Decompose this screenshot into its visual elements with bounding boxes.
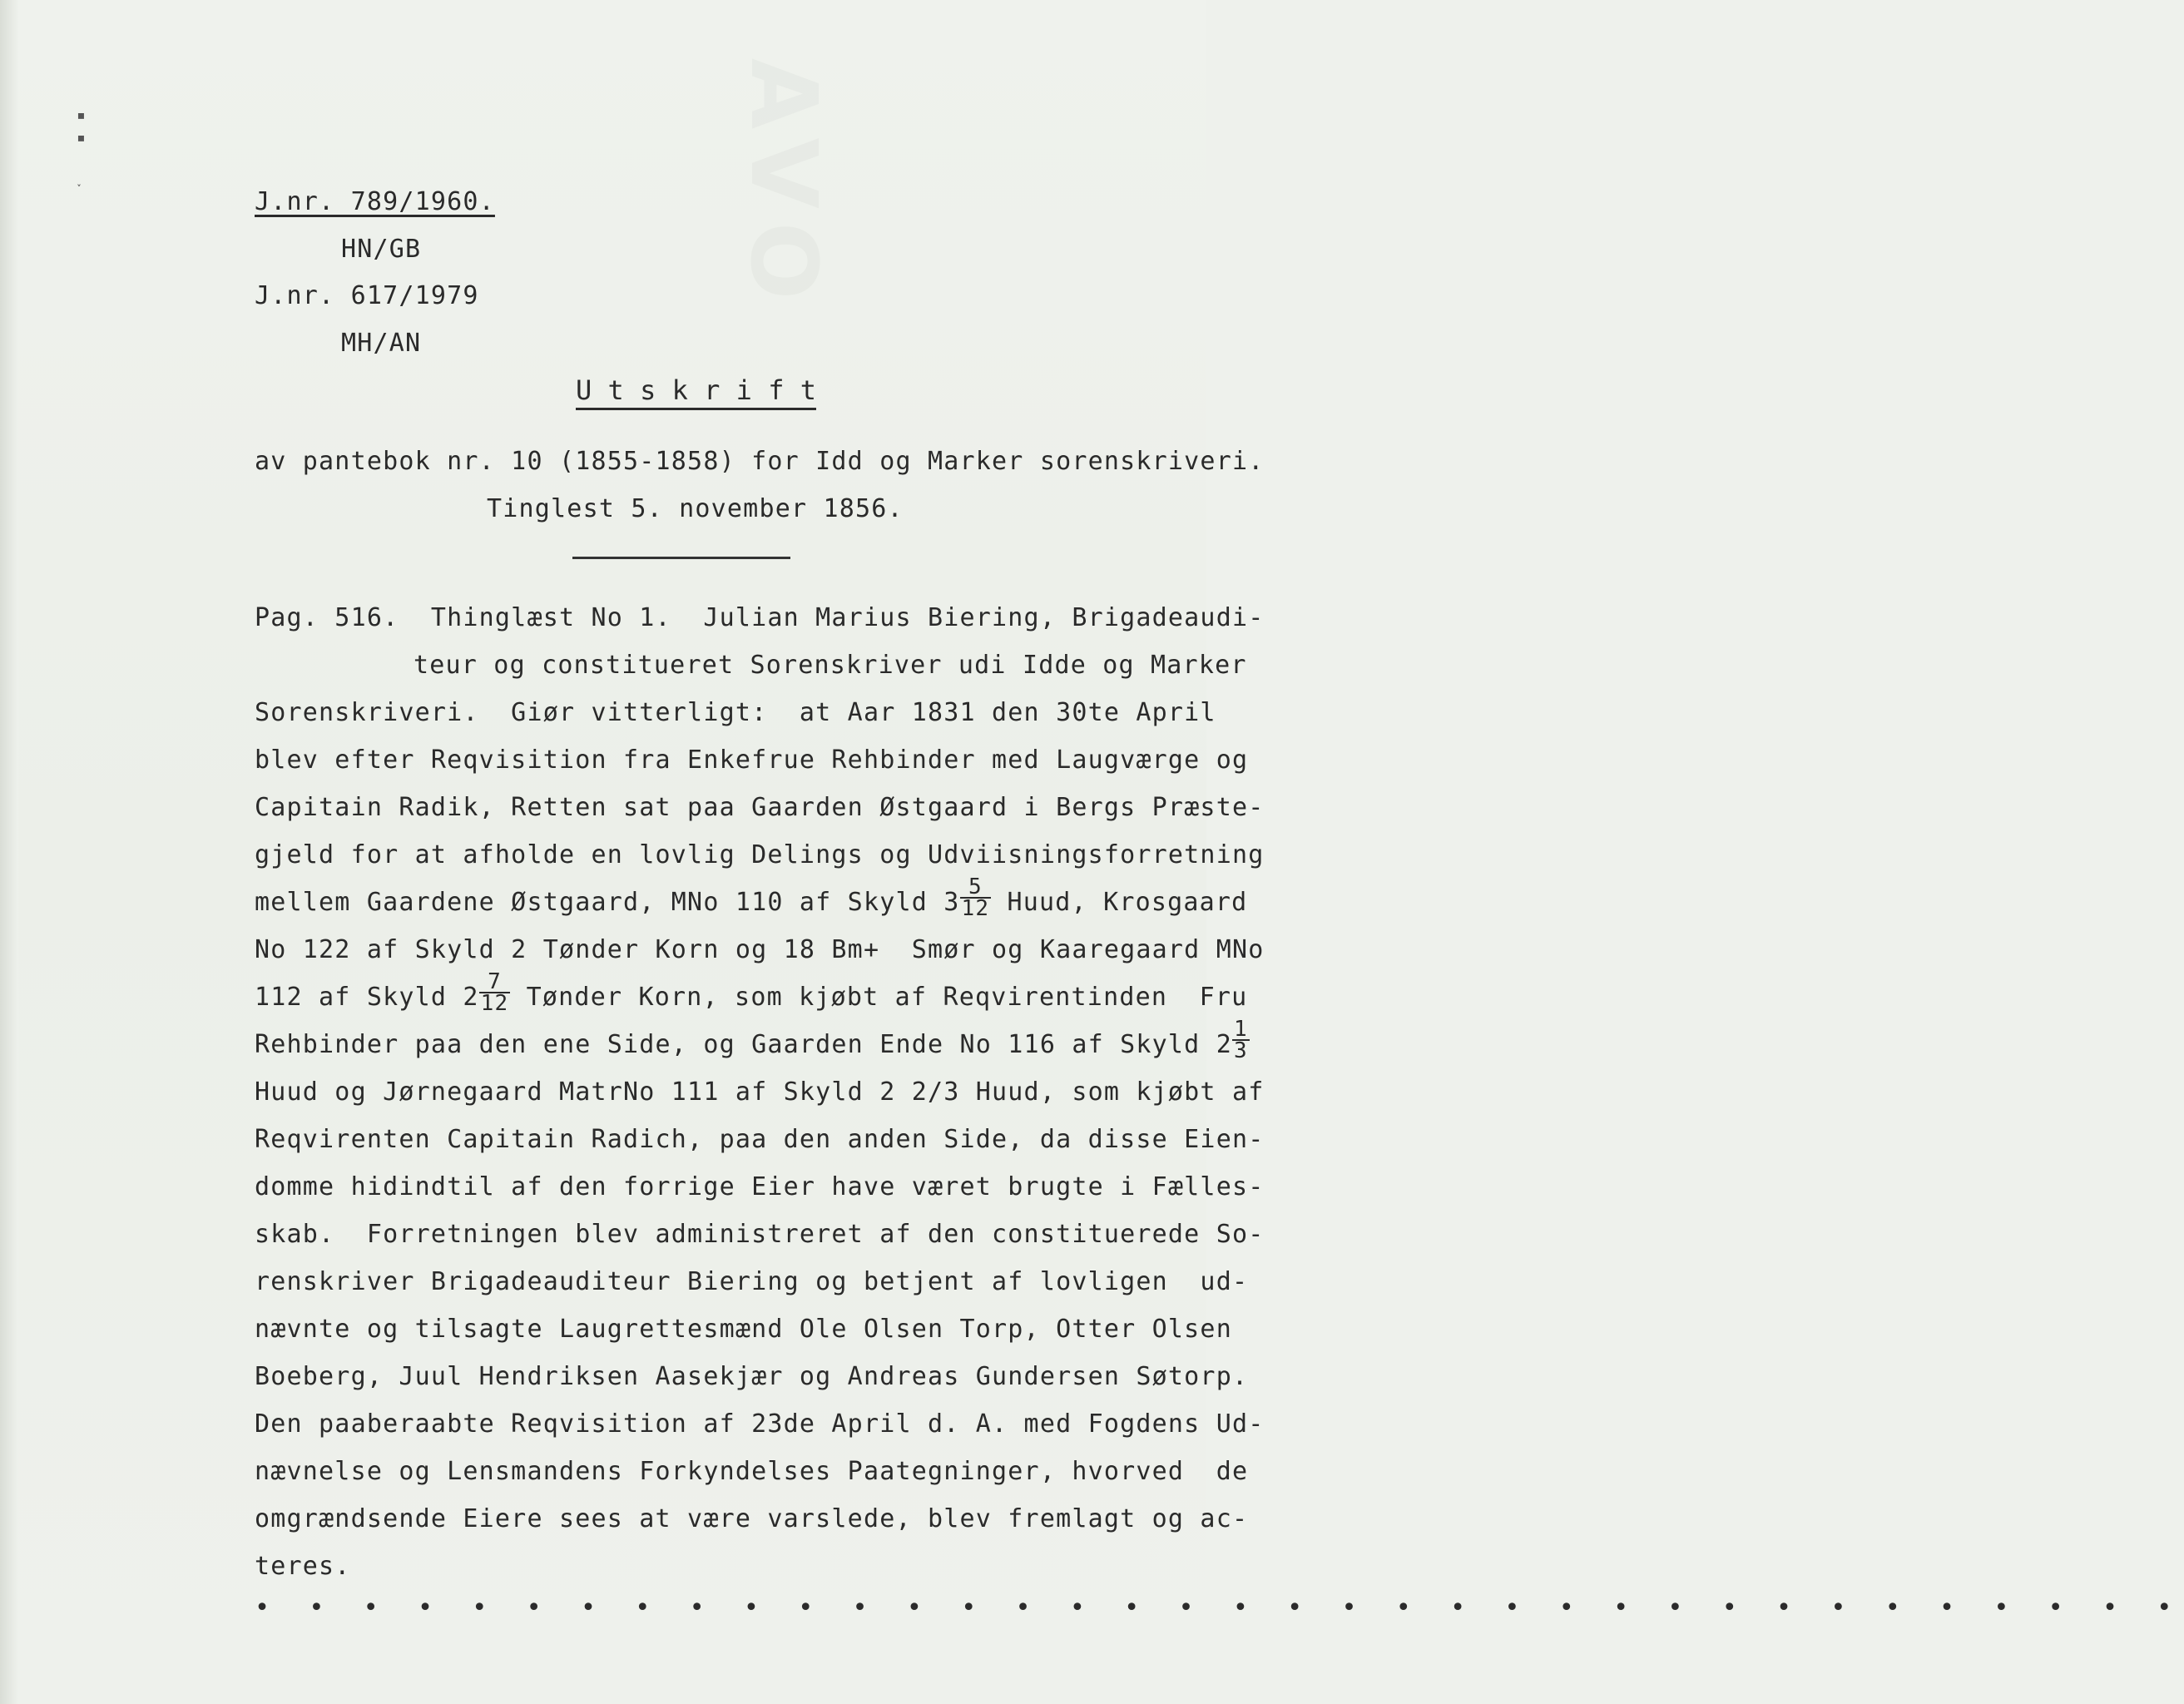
margin-mark-bottom: ˯ xyxy=(77,171,86,188)
body-line-16: nævnte og tilsagte Laugrettesmænd Ole Olsen Torp, Otter Olsen xyxy=(255,1315,1232,1344)
body-line-9-text-b: Tønder Korn, som kjøbt af Reqvirentinden Fru xyxy=(510,983,1248,1012)
body-line-9-text-a: 112 af Skyld 2 xyxy=(255,983,479,1012)
fraction-numerator: 5 xyxy=(960,877,992,899)
initials-2: MH/AN xyxy=(341,329,422,358)
journal-ref-1: J.nr. 789/1960. xyxy=(255,187,495,216)
fraction-5-12 xyxy=(960,874,992,921)
document-title: U t s k r i f t xyxy=(576,374,816,406)
body-line-4: blev efter Reqvisition fra Enkefrue Rehbinder med Laugværge og xyxy=(255,746,1249,775)
body-line-20: omgrændsende Eiere sees at være varslede, blev fremlagt og ac- xyxy=(255,1504,1249,1533)
body-line-14: skab. Forretningen blev administreret af den constituerede So- xyxy=(255,1220,1265,1249)
body-line-7-text-a: mellem Gaardene Østgaard, MNo 110 af Skyld 3 xyxy=(255,888,960,917)
fraction-numerator: 1 xyxy=(1233,1016,1248,1042)
fraction-1-3 xyxy=(1232,1016,1250,1063)
body-line-1: Pag. 516. Thinglæst No 1. Julian Marius Biering, Brigadeaudi- xyxy=(255,603,1265,632)
body-line-7 xyxy=(255,874,1248,921)
fraction-denominator: 12 xyxy=(961,895,990,921)
background-stamp-watermark: AVO xyxy=(730,58,837,315)
body-line-9 xyxy=(255,968,1248,1016)
initials-1: HN/GB xyxy=(341,235,422,264)
subtitle-line-2: Tinglest 5. november 1856. xyxy=(487,494,904,523)
body-line-7-text-b: Huud, Krosgaard xyxy=(991,888,1248,917)
subtitle-line-1: av pantebok nr. 10 (1855-1858) for Idd og Marker sorenskriveri. xyxy=(255,447,1265,476)
fraction-numerator: 7 xyxy=(479,972,511,993)
journal-ref-2: J.nr. 617/1979 xyxy=(255,281,479,310)
body-line-6: gjeld for at afholde en lovlig Delings og Udviisningsforretning xyxy=(255,840,1265,869)
body-line-15: renskriver Brigadeauditeur Biering og betjent af lovligen ud- xyxy=(255,1267,1249,1296)
fraction-denominator: 3 xyxy=(1233,1038,1248,1063)
body-line-12: Reqvirenten Capitain Radich, paa den anden Side, da disse Eien- xyxy=(255,1125,1265,1154)
body-line-11: Huud og Jørnegaard MatrNo 111 af Skyld 2 2/3 Huud, som kjøbt af xyxy=(255,1077,1265,1107)
body-line-2: teur og constitueret Sorenskriver udi Idde og Marker xyxy=(414,651,1247,680)
fraction-7-12 xyxy=(479,968,511,1016)
body-line-10 xyxy=(255,1016,1250,1063)
margin-mark-middle: ▪ xyxy=(77,129,86,146)
margin-mark-top: ▪ xyxy=(77,106,86,124)
body-line-18: Den paaberaabte Reqvisition af 23de April d. A. med Fogdens Ud- xyxy=(255,1409,1265,1439)
body-line-17: Boeberg, Juul Hendriksen Aasekjær og Andreas Gundersen Søtorp. xyxy=(255,1362,1249,1391)
body-line-13: domme hidindtil af den forrige Eier have været brugte i Fælles- xyxy=(255,1172,1265,1201)
divider-rule xyxy=(572,557,790,559)
body-line-8: No 122 af Skyld 2 Tønder Korn og 18 Bm+ Smør og Kaaregaard MNo xyxy=(255,935,1265,964)
body-line-21: teres. xyxy=(255,1552,351,1581)
body-line-3: Sorenskriveri. Giør vitterligt: at Aar 1831 den 30te April xyxy=(255,698,1216,727)
body-line-10-text: Rehbinder paa den ene Side, og Gaarden Ende No 116 af Skyld 2 xyxy=(255,1030,1232,1059)
footer-dotted-line: • • • • • • • • • • • • • • • • • • • • • • • • • • • • • • • • • • • • xyxy=(255,1593,2184,1622)
body-line-5: Capitain Radik, Retten sat paa Gaarden Østgaard i Bergs Præste- xyxy=(255,793,1265,822)
fraction-denominator: 12 xyxy=(480,990,509,1016)
body-line-19: nævnelse og Lensmandens Forkyndelses Paategninger, hvorved de xyxy=(255,1457,1249,1486)
page-edge-shadow xyxy=(0,0,18,1704)
